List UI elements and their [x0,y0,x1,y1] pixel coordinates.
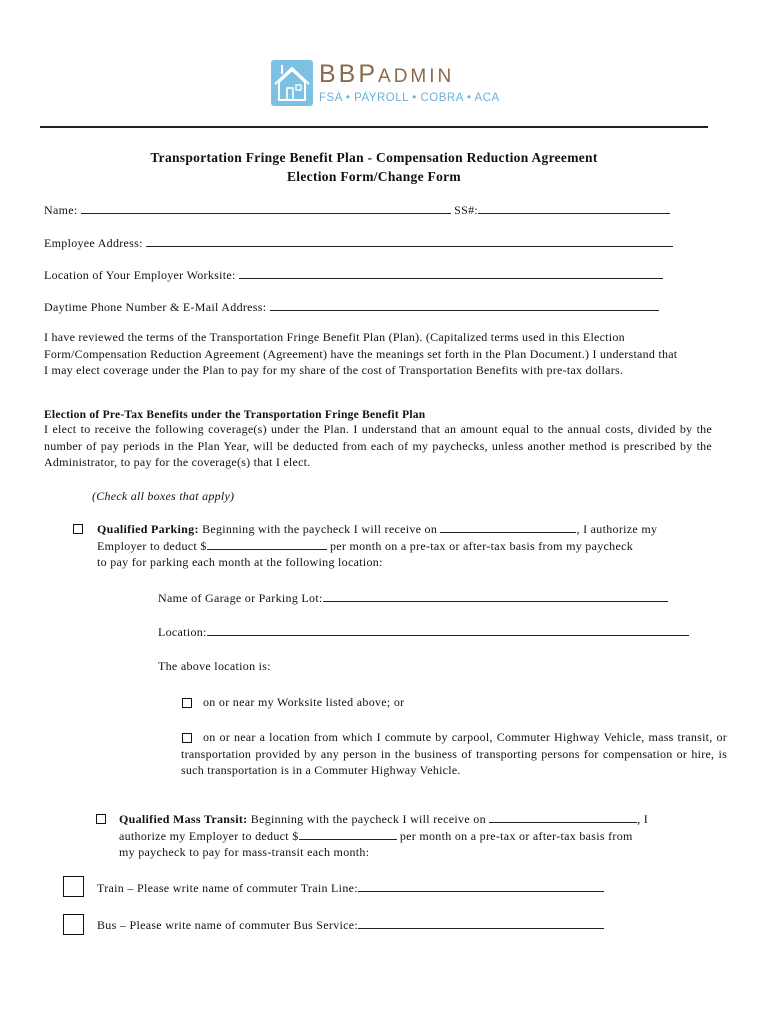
qualified-mass-transit-checkbox[interactable] [96,814,106,824]
header-divider [40,126,708,128]
phone-field[interactable] [270,299,659,311]
election-paragraph: I elect to receive the following coverage(s) under the Plan. I understand that an amount equal to the annual costs, divided by the number of pay periods in the Plan Year, will be deducted from each of my paychecks, unless another method is prescribed by the Administrator, to pay for the coverage(s) that I elect. [44,422,712,469]
address-row [44,235,673,251]
qualified-parking-checkbox[interactable] [73,524,83,534]
transit-amount-field[interactable] [299,828,397,840]
parking-label: Qualified Parking: [97,522,199,536]
transit-line-1: Qualified Mass Transit: Beginning with the paycheck I will receive on , I [119,812,649,826]
garage-row [158,590,668,606]
train-line-field[interactable] [358,880,604,892]
near-commute-option: on or near a location from which I commute by carpool, Commuter Highway Vehicle, mass transit, or transportation provided by any person in the business of transporting persons for compensation or hire, is such transportation is in a Commuter Highway Vehicle. [181,730,727,777]
near-worksite-option: on or near my Worksite listed above; or [203,695,405,709]
form-title: Transportation Fringe Benefit Plan - Compensation Reduction Agreement [150,150,598,165]
bus-label: Bus – Please write name of commuter Bus Service: [97,918,359,932]
transit-line-3: my paycheck to pay for mass-transit each month: [119,845,370,859]
election-heading: Election of Pre-Tax Benefits under the Transportation Fringe Benefit Plan [44,409,426,421]
worksite-label: Location of Your Employer Worksite: [44,268,236,282]
name-label: Name: [44,203,78,217]
house-logo-icon [271,60,313,106]
logo-wordmark: BBPADMIN [319,60,455,88]
name-row [44,202,670,218]
worksite-field[interactable] [239,267,663,279]
train-checkbox[interactable] [63,876,84,897]
phone-label: Daytime Phone Number & E-Mail Address: [44,300,267,314]
train-row [97,880,604,896]
transit-line-2: authorize my Employer to deduct $ per month on a pre-tax or after-tax basis from [119,829,633,843]
garage-label: Name of Garage or Parking Lot: [158,591,323,605]
company-logo [271,60,511,110]
logo-tagline: FSA • PAYROLL • COBRA • ACA [319,92,500,104]
worksite-row [44,267,663,283]
train-label: Train – Please write name of commuter Train Line: [97,881,358,895]
garage-field[interactable] [323,590,668,602]
check-instruction: (Check all boxes that apply) [92,489,235,503]
ssn-field[interactable] [478,202,670,214]
name-field[interactable] [81,202,451,214]
phone-row [44,299,659,315]
parking-line-2: Employer to deduct $ per month on a pre-tax or after-tax basis from my paycheck [97,539,634,553]
intro-paragraph: I have reviewed the terms of the Transportation Fringe Benefit Plan (Plan). (Capitalized terms used in this Election Form/Compensation Reduction Agreement (Agreement) have the meanings set forth in the Plan Document.) I understand that I may elect coverage under the Plan to pay for my share of the cost of Transportation Benefits with pre-tax dollars. [44,330,678,377]
location-field[interactable] [207,624,689,636]
parking-start-date-field[interactable] [440,521,576,533]
transit-start-date-field[interactable] [489,811,637,823]
above-location-text: The above location is: [158,659,271,673]
bus-service-field[interactable] [358,917,604,929]
parking-line-3: to pay for parking each month at the following location: [97,555,383,569]
bus-row [97,917,604,933]
parking-line-1: Qualified Parking: Beginning with the paycheck I will receive on , I authorize my [97,522,658,536]
address-label: Employee Address: [44,236,143,250]
near-worksite-checkbox[interactable] [182,698,192,708]
parking-amount-field[interactable] [207,538,327,550]
form-subtitle: Election Form/Change Form [287,169,461,184]
address-field[interactable] [146,235,673,247]
transit-label: Qualified Mass Transit: [119,812,248,826]
ssn-label: SS#: [454,203,479,217]
location-row [158,624,689,640]
location-label: Location: [158,625,207,639]
bus-checkbox[interactable] [63,914,84,935]
